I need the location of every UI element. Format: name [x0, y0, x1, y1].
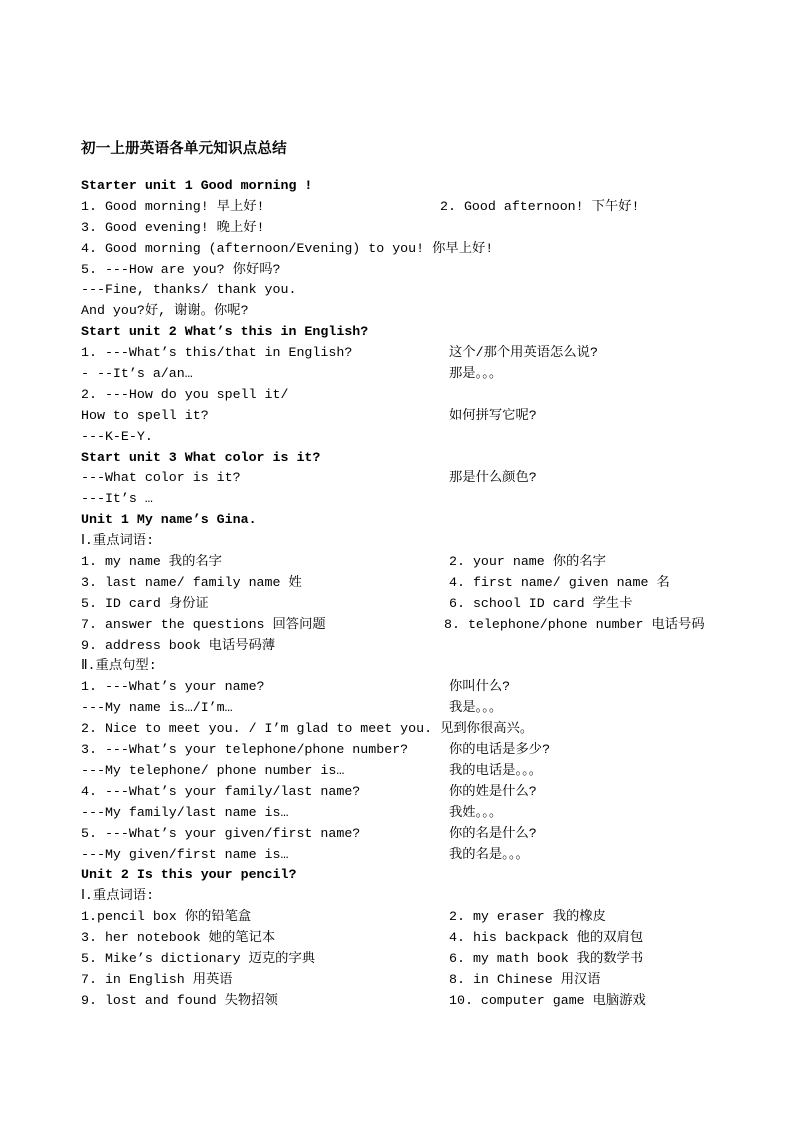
text-line — [81, 928, 781, 949]
line-left-text: 1. ---What’s this/that in English? — [81, 345, 353, 361]
line-left-text: ---K-E-Y. — [81, 428, 153, 444]
text-line — [81, 301, 781, 322]
line-right-text: 8. telephone/phone number 电话号码 — [444, 616, 705, 632]
line-left-text: 2. Nice to meet you. / I’m glad to meet you. 见到你很高兴。 — [81, 721, 534, 737]
text-line — [81, 531, 781, 552]
line-right-text: 那是。。。 — [449, 366, 503, 382]
text-line — [81, 949, 781, 970]
line-right-text: 我的名是。。。 — [449, 846, 529, 862]
text-line — [81, 886, 781, 907]
section-heading — [81, 176, 781, 197]
line-left-text: 1.pencil box 你的铅笔盒 — [81, 909, 252, 925]
line-left-text: 7. in English 用英语 — [81, 971, 233, 987]
line-left-text: 1. my name 我的名字 — [81, 554, 222, 570]
line-left-text: ---My name is…/I’m… — [81, 700, 233, 716]
text-line — [81, 740, 781, 761]
text-line — [81, 824, 781, 845]
text-line — [81, 427, 781, 448]
line-left-text: 9. lost and found 失物招领 — [81, 992, 278, 1008]
line-left-text: 5. ---How are you? 你好吗? — [81, 261, 281, 277]
line-left-text: 3. her notebook 她的笔记本 — [81, 930, 276, 946]
text-line — [81, 239, 781, 260]
line-left-text: 1. ---What’s your name? — [81, 679, 265, 695]
text-line — [81, 803, 781, 824]
line-left-text: - --It’s a/an… — [81, 366, 193, 382]
line-right-text: 这个/那个用英语怎么说? — [449, 345, 598, 361]
line-left-text: ---My given/first name is… — [81, 846, 289, 862]
document-body — [81, 176, 781, 1012]
line-left-text: Unit 1 My name’s Gina. — [81, 512, 257, 528]
line-right-text: 我是。。。 — [449, 700, 503, 716]
text-line — [81, 552, 781, 573]
line-right-text: 我姓。。。 — [449, 804, 503, 820]
line-left-text: ---What color is it? — [81, 470, 241, 486]
section-heading — [81, 510, 781, 531]
line-right-text: 如何拼写它呢? — [449, 407, 537, 423]
line-left-text: 2. ---How do you spell it/ — [81, 386, 289, 402]
text-line — [81, 677, 781, 698]
line-right-text: 6. my math book 我的数学书 — [449, 950, 644, 966]
line-left-text: How to spell it? — [81, 407, 209, 423]
text-line — [81, 218, 781, 239]
line-right-text: 你的姓是什么? — [449, 783, 537, 799]
section-heading — [81, 448, 781, 469]
line-left-text: And you?好, 谢谢。你呢? — [81, 303, 249, 319]
line-left-text: 7. answer the questions 回答问题 — [81, 616, 326, 632]
line-left-text: 5. Mike’s dictionary 迈克的字典 — [81, 950, 316, 966]
text-line — [81, 343, 781, 364]
line-left-text: ---My family/last name is… — [81, 804, 289, 820]
text-line — [81, 594, 781, 615]
line-left-text: Ⅰ.重点词语: — [81, 533, 155, 549]
text-line — [81, 489, 781, 510]
line-right-text: 4. his backpack 他的双肩包 — [449, 930, 644, 946]
line-left-text: Start unit 2 What’s this in English? — [81, 324, 369, 340]
text-line — [81, 260, 781, 281]
document-title: 初一上册英语各单元知识点总结 — [81, 141, 287, 157]
line-left-text: 4. ---What’s your family/last name? — [81, 783, 361, 799]
line-left-text: Unit 2 Is this your pencil? — [81, 867, 297, 883]
line-right-text: 你的电话是多少? — [449, 742, 551, 758]
line-right-text: 10. computer game 电脑游戏 — [449, 992, 646, 1008]
line-right-text: 你的名是什么? — [449, 825, 537, 841]
line-left-text: 3. ---What’s your telephone/phone number? — [81, 742, 409, 758]
line-right-text: 那是什么颜色? — [449, 470, 537, 486]
line-left-text: ---Fine, thanks/ thank you. — [81, 282, 297, 298]
text-line — [81, 573, 781, 594]
text-line — [81, 636, 781, 657]
text-line — [81, 280, 781, 301]
text-line — [81, 364, 781, 385]
text-line — [81, 468, 781, 489]
text-line — [81, 698, 781, 719]
line-left-text: 3. last name/ family name 姓 — [81, 574, 302, 590]
line-right-text: 2. my eraser 我的橡皮 — [449, 909, 606, 925]
text-line — [81, 615, 781, 636]
line-right-text: 我的电话是。。。 — [449, 762, 543, 778]
section-heading — [81, 865, 781, 886]
line-left-text: 4. Good morning (afternoon/Evening) to you! 你早上好! — [81, 240, 494, 256]
text-line — [81, 907, 781, 928]
line-left-text: 5. ---What’s your given/first name? — [81, 825, 361, 841]
line-left-text: Start unit 3 What color is it? — [81, 449, 321, 465]
line-right-text: 2. Good afternoon! 下午好! — [440, 198, 640, 214]
line-left-text: 1. Good morning! 早上好! — [81, 198, 265, 214]
line-left-text: Ⅱ.重点句型: — [81, 658, 157, 674]
text-line — [81, 761, 781, 782]
line-right-text: 2. your name 你的名字 — [449, 554, 606, 570]
line-left-text: Starter unit 1 Good morning ! — [81, 178, 313, 193]
line-left-text: Ⅰ.重点词语: — [81, 888, 155, 904]
line-left-text: ---It’s … — [81, 491, 153, 507]
text-line — [81, 719, 781, 740]
text-line — [81, 782, 781, 803]
text-line — [81, 197, 781, 218]
line-right-text: 你叫什么? — [449, 679, 511, 695]
text-line — [81, 970, 781, 991]
text-line — [81, 845, 781, 866]
section-heading — [81, 322, 781, 343]
line-left-text: 9. address book 电话号码薄 — [81, 637, 276, 653]
line-left-text: 3. Good evening! 晚上好! — [81, 219, 265, 235]
line-right-text: 8. in Chinese 用汉语 — [449, 971, 601, 987]
text-line — [81, 406, 781, 427]
line-right-text: 6. school ID card 学生卡 — [449, 595, 633, 611]
line-left-text: 5. ID card 身份证 — [81, 595, 209, 611]
text-line — [81, 656, 781, 677]
line-right-text: 4. first name/ given name 名 — [449, 574, 670, 590]
text-line — [81, 385, 781, 406]
line-left-text: ---My telephone/ phone number is… — [81, 762, 345, 778]
text-line — [81, 991, 781, 1012]
